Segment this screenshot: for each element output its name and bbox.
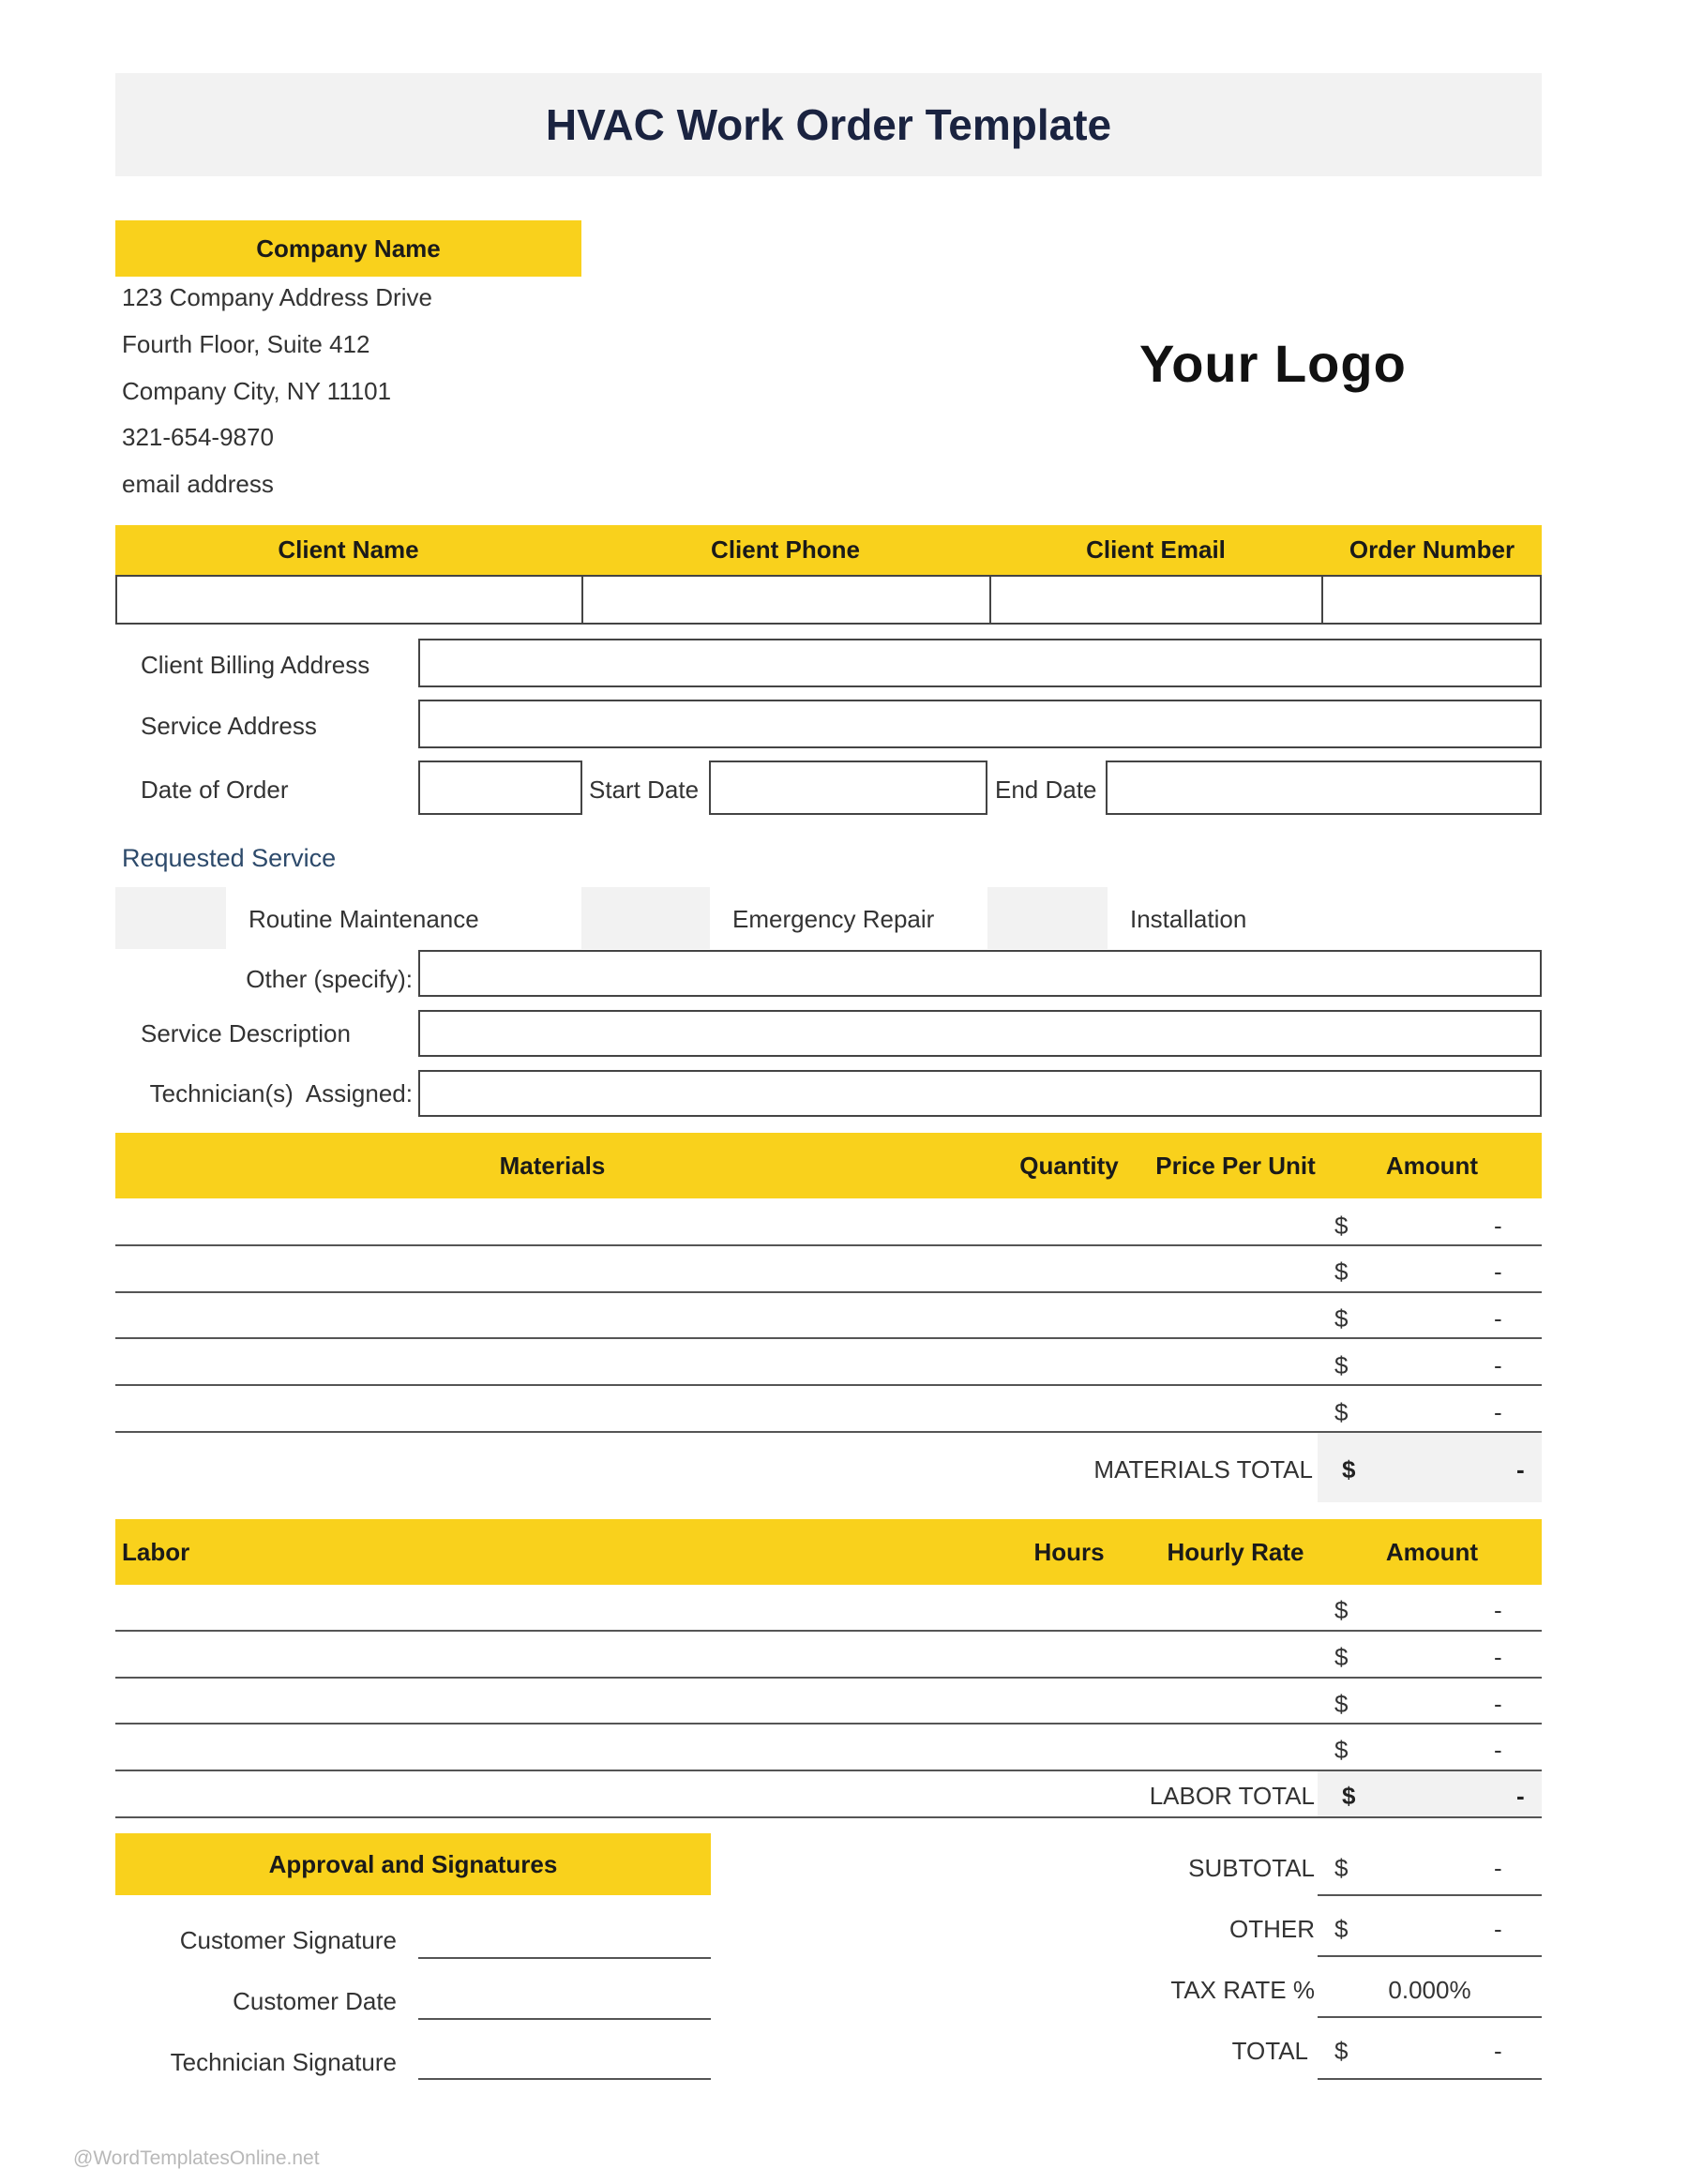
- labor-total-currency: $: [1342, 1782, 1356, 1810]
- page-title: HVAC Work Order Template: [115, 73, 1542, 176]
- start-date-input[interactable]: [709, 761, 987, 815]
- quantity-header: Quantity: [1019, 1151, 1119, 1180]
- materials-table-header: [115, 1133, 1542, 1198]
- labor-row-3-amount: -: [1494, 1690, 1502, 1718]
- technicians-assigned-label: Technician(s) Assigned:: [149, 1079, 413, 1107]
- table-row[interactable]: [115, 1337, 1542, 1339]
- materials-header: Materials: [499, 1151, 606, 1180]
- hourly-rate-header: Hourly Rate: [1167, 1537, 1304, 1566]
- end-date-label: End Date: [995, 776, 1097, 804]
- total-currency: $: [1334, 2037, 1349, 2065]
- emergency-repair-label: Emergency Repair: [732, 905, 935, 933]
- table-row[interactable]: [115, 1291, 1542, 1293]
- service-description-label: Service Description: [141, 1019, 351, 1047]
- company-city-line: Company City, NY 11101: [122, 377, 392, 405]
- table-row[interactable]: [115, 1677, 1542, 1679]
- materials-total-label: MATERIALS TOTAL: [1093, 1455, 1313, 1484]
- labor-total-label: LABOR TOTAL: [1149, 1782, 1315, 1810]
- company-name-header: Company Name: [115, 220, 581, 277]
- table-row[interactable]: [115, 1244, 1542, 1246]
- client-table-header: [115, 525, 1542, 575]
- logo-placeholder: Your Logo: [1139, 334, 1407, 393]
- other-specify-input[interactable]: [418, 950, 1542, 997]
- routine-maintenance-checkbox[interactable]: [115, 887, 226, 949]
- materials-total-currency: $: [1342, 1455, 1356, 1484]
- hours-header: Hours: [1033, 1537, 1105, 1566]
- labor-row-2-amount: -: [1494, 1643, 1502, 1671]
- subtotal-label: SUBTOTAL: [1188, 1854, 1315, 1882]
- customer-signature-label: Customer Signature: [179, 1926, 397, 1954]
- materials-row-5-currency: $: [1334, 1398, 1349, 1426]
- table-row[interactable]: [115, 1723, 1542, 1725]
- watermark: @WordTemplatesOnline.net: [73, 2147, 320, 2169]
- table-row[interactable]: [115, 1630, 1542, 1632]
- labor-row-1-currency: $: [1334, 1596, 1349, 1624]
- materials-total-box: [1318, 1433, 1542, 1502]
- emergency-repair-checkbox[interactable]: [581, 887, 710, 949]
- service-address-input[interactable]: [418, 700, 1542, 748]
- service-description-input[interactable]: [418, 1010, 1542, 1057]
- customer-signature-line[interactable]: [418, 1957, 711, 1959]
- order-number-header: Order Number: [1349, 535, 1515, 564]
- technicians-assigned-input[interactable]: [418, 1070, 1542, 1117]
- client-email-header: Client Email: [1086, 535, 1226, 564]
- company-email: email address: [122, 470, 274, 498]
- labor-table-header: [115, 1519, 1542, 1585]
- installation-checkbox[interactable]: [987, 887, 1108, 949]
- labor-row-4-currency: $: [1334, 1736, 1349, 1764]
- start-date-label: Start Date: [589, 776, 700, 804]
- total-label: TOTAL: [1231, 2037, 1308, 2065]
- client-email-input[interactable]: [989, 575, 1323, 625]
- technician-signature-line[interactable]: [418, 2078, 711, 2080]
- labor-row-2-currency: $: [1334, 1643, 1349, 1671]
- materials-row-1-amount: -: [1494, 1212, 1502, 1240]
- end-date-input[interactable]: [1106, 761, 1542, 815]
- order-number-input[interactable]: [1321, 575, 1542, 625]
- company-phone: 321-654-9870: [122, 423, 274, 451]
- installation-label: Installation: [1130, 905, 1247, 933]
- company-address-line1: 123 Company Address Drive: [122, 283, 432, 311]
- materials-row-5-amount: -: [1494, 1398, 1502, 1426]
- labor-header: Labor: [122, 1537, 190, 1566]
- billing-address-label: Client Billing Address: [141, 651, 370, 679]
- materials-row-2-currency: $: [1334, 1258, 1349, 1286]
- other-currency: $: [1334, 1915, 1349, 1943]
- other-label: OTHER: [1229, 1915, 1315, 1943]
- materials-total-value: -: [1516, 1455, 1525, 1484]
- materials-row-3-amount: -: [1494, 1304, 1502, 1333]
- price-per-unit-header: Price Per Unit: [1155, 1151, 1316, 1180]
- tax-rate-label: TAX RATE %: [1170, 1976, 1315, 2004]
- date-of-order-label: Date of Order: [141, 776, 289, 804]
- other-specify-label: Other (specify):: [246, 965, 413, 993]
- labor-total-box: [1318, 1771, 1542, 1817]
- client-name-header: Client Name: [278, 535, 419, 564]
- labor-row-3-currency: $: [1334, 1690, 1349, 1718]
- materials-row-2-amount: -: [1494, 1258, 1502, 1286]
- total-line: [1318, 2078, 1542, 2080]
- date-of-order-input[interactable]: [418, 761, 582, 815]
- client-phone-input[interactable]: [581, 575, 991, 625]
- labor-amount-header: Amount: [1385, 1537, 1479, 1566]
- service-address-label: Service Address: [141, 712, 317, 740]
- client-name-input[interactable]: [115, 575, 583, 625]
- client-phone-header: Client Phone: [711, 535, 860, 564]
- tax-rate-value[interactable]: 0.000%: [1388, 1976, 1471, 2004]
- labor-total-line: [115, 1816, 1542, 1818]
- subtotal-currency: $: [1334, 1854, 1349, 1882]
- labor-row-1-amount: -: [1494, 1596, 1502, 1624]
- labor-total-value: -: [1516, 1782, 1525, 1810]
- total-value: -: [1494, 2037, 1502, 2065]
- requested-service-heading: Requested Service: [122, 844, 337, 872]
- other-value: -: [1494, 1915, 1502, 1943]
- approval-header: Approval and Signatures: [115, 1833, 711, 1895]
- billing-address-input[interactable]: [418, 639, 1542, 687]
- customer-date-line[interactable]: [418, 2018, 711, 2020]
- technician-signature-label: Technician Signature: [170, 2048, 397, 2076]
- routine-maintenance-label: Routine Maintenance: [249, 905, 479, 933]
- amount-header: Amount: [1385, 1151, 1479, 1180]
- tax-rate-line: [1318, 2016, 1542, 2018]
- materials-row-4-amount: -: [1494, 1351, 1502, 1379]
- subtotal-value: -: [1494, 1854, 1502, 1882]
- table-row[interactable]: [115, 1384, 1542, 1386]
- labor-row-4-amount: -: [1494, 1736, 1502, 1764]
- materials-row-1-currency: $: [1334, 1212, 1349, 1240]
- customer-date-label: Customer Date: [233, 1987, 397, 2015]
- materials-row-3-currency: $: [1334, 1304, 1349, 1333]
- company-address-line2: Fourth Floor, Suite 412: [122, 330, 370, 358]
- materials-row-4-currency: $: [1334, 1351, 1349, 1379]
- subtotal-line: [1318, 1894, 1542, 1896]
- other-line: [1318, 1955, 1542, 1957]
